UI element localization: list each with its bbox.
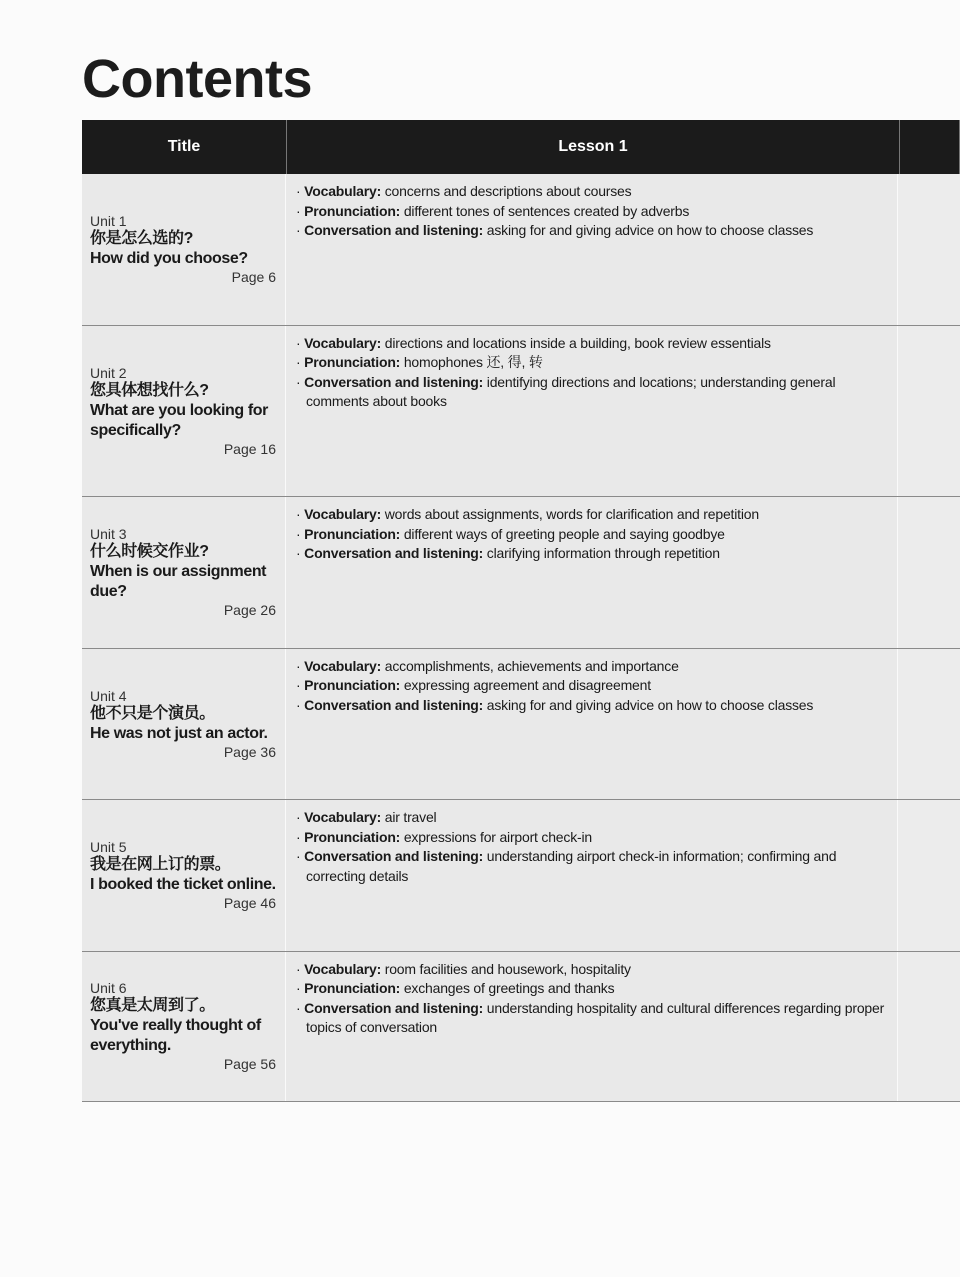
unit-title-cell (82, 174, 286, 325)
item-label: Conversation and listening: (304, 545, 484, 562)
lesson-item: · Pronunciation: different ways of greeting people and saying goodbye (296, 525, 725, 542)
unit-number: Unit 2 (90, 364, 127, 381)
item-text: identifying directions and locations; understanding general comments about books (306, 373, 836, 410)
page-title: Contents (82, 49, 312, 109)
unit-title-english: You've really thought of everything. (90, 1017, 261, 1055)
unit-title-cell (82, 800, 286, 951)
item-text: different tones of sentences created by adverbs (400, 202, 690, 219)
item-text: clarifying information through repetition (483, 545, 720, 562)
item-label: Conversation and listening: (304, 999, 484, 1016)
unit-number: Unit 4 (90, 687, 127, 704)
item-text: directions and locations inside a building, book review essentials (381, 334, 771, 351)
unit-title-english: How did you choose? (90, 250, 248, 268)
unit-number: Unit 1 (90, 213, 127, 230)
item-label: Vocabulary: (304, 809, 382, 825)
unit-page: Page 36 (223, 743, 276, 760)
table-header (82, 120, 960, 174)
lesson-cell (286, 649, 898, 800)
item-text: asking for and giving advice on how to choose classes (483, 222, 814, 239)
lesson-item: · Conversation and listening: clarifying information through repetition (296, 545, 720, 562)
lesson-item: · Pronunciation: exchanges of greetings and thanks (296, 980, 615, 997)
table-row (82, 952, 960, 1103)
item-text: words about assignments, words for clarification and repetition (381, 506, 759, 522)
table-row (82, 649, 960, 801)
unit-title-english: When is our assignment due? (90, 563, 267, 601)
extra-cell (898, 952, 960, 1102)
item-text: exchanges of greetings and thanks (400, 980, 615, 997)
lesson-item: · Vocabulary: concerns and descriptions about courses (296, 183, 632, 199)
header-title: Title (82, 120, 287, 174)
extra-cell (898, 497, 960, 648)
unit-title-cell (82, 497, 286, 648)
lesson-item: · Conversation and listening: identifying directions and locations; understanding general comments about books (296, 373, 836, 410)
item-text: asking for and giving advice on how to choose classes (483, 696, 814, 713)
lesson-item: · Conversation and listening: asking for and giving advice on how to choose classes (296, 696, 814, 713)
extra-cell (898, 326, 960, 497)
item-label: Pronunciation: (304, 980, 401, 997)
item-text: concerns and descriptions about courses (381, 183, 632, 199)
lesson-item: · Pronunciation: expressions for airport check-in (296, 828, 592, 845)
item-text: homophones 还, 得, 转 (400, 354, 543, 371)
item-label: Pronunciation: (304, 828, 401, 845)
unit-title-chinese: 我是在网上订的票。 (90, 856, 231, 874)
item-text: air travel (381, 809, 437, 825)
table-row (82, 174, 960, 326)
lesson-item: · Vocabulary: air travel (296, 809, 437, 825)
header-lesson-1: Lesson 1 (287, 120, 900, 174)
item-label: Vocabulary: (304, 960, 382, 977)
item-text: different ways of greeting people and saying goodbye (400, 525, 725, 542)
contents-table (82, 120, 960, 1102)
item-label: Conversation and listening: (304, 848, 484, 865)
lesson-item: · Vocabulary: room facilities and housework, hospitality (296, 960, 631, 977)
unit-page: Page 16 (223, 440, 276, 457)
item-label: Conversation and listening: (304, 373, 484, 390)
unit-title-chinese: 您具体想找什么? (90, 381, 209, 399)
item-label: Pronunciation: (304, 354, 401, 371)
lesson-item: · Pronunciation: homophones 还, 得, 转 (296, 354, 543, 371)
lesson-cell (286, 800, 898, 951)
unit-title-english: He was not just an actor. (90, 724, 268, 742)
lesson-cell (286, 326, 898, 497)
item-label: Pronunciation: (304, 677, 401, 694)
unit-title-chinese: 他不只是个演员。 (90, 704, 215, 722)
lesson-item: · Vocabulary: words about assignments, words for clarification and repetition (296, 506, 759, 522)
item-text: understanding airport check-in information; confirming and correcting details (306, 848, 837, 884)
lesson-item: · Vocabulary: directions and locations inside a building, book review essentials (296, 334, 771, 351)
extra-cell (898, 174, 960, 325)
item-text: expressing agreement and disagreement (400, 677, 651, 694)
item-label: Pronunciation: (304, 202, 401, 219)
lesson-item: · Vocabulary: accomplishments, achievements and importance (296, 657, 679, 674)
item-label: Vocabulary: (304, 183, 382, 199)
lesson-item: · Conversation and listening: understanding airport check-in information; confirming and correcting details (296, 848, 837, 884)
extra-cell (898, 649, 960, 800)
unit-page: Page 56 (223, 1056, 276, 1073)
unit-title-english: I booked the ticket online. (90, 876, 276, 894)
lesson-item: · Pronunciation: expressing agreement and disagreement (296, 677, 651, 694)
item-text: room facilities and housework, hospitality (381, 960, 631, 977)
table-row (82, 800, 960, 952)
extra-cell (898, 800, 960, 951)
lesson-item: · Pronunciation: different tones of sentences created by adverbs (296, 202, 690, 219)
item-label: Vocabulary: (304, 506, 382, 522)
unit-page: Page 26 (223, 602, 276, 619)
unit-title-english: What are you looking for specifically? (90, 401, 268, 439)
table-row (82, 497, 960, 649)
unit-title-chinese: 什么时候交作业? (90, 543, 209, 561)
unit-page: Page 46 (223, 895, 276, 912)
table-row (82, 326, 960, 498)
unit-title-cell (82, 952, 286, 1102)
item-label: Pronunciation: (304, 525, 401, 542)
item-label: Vocabulary: (304, 657, 382, 674)
unit-number: Unit 6 (90, 980, 127, 997)
item-label: Conversation and listening: (304, 222, 484, 239)
lesson-cell (286, 497, 898, 648)
unit-title-chinese: 你是怎么选的? (90, 230, 193, 248)
item-label: Conversation and listening: (304, 696, 484, 713)
unit-number: Unit 5 (90, 839, 127, 856)
unit-title-chinese: 您真是太周到了。 (90, 997, 215, 1015)
item-text: accomplishments, achievements and importance (381, 657, 679, 674)
unit-page: Page 6 (231, 269, 276, 286)
unit-number: Unit 3 (90, 526, 127, 543)
lesson-cell (286, 952, 898, 1102)
item-label: Vocabulary: (304, 334, 382, 351)
lesson-cell (286, 174, 898, 325)
lesson-item: · Conversation and listening: asking for and giving advice on how to choose classes (296, 222, 814, 239)
item-text: understanding hospitality and cultural differences regarding proper topics of conversation (306, 999, 885, 1036)
unit-title-cell (82, 649, 286, 800)
unit-title-cell (82, 326, 286, 497)
header-extra (900, 120, 960, 174)
lesson-item: · Conversation and listening: understanding hospitality and cultural differences regarding proper topics of conversation (296, 999, 885, 1036)
item-text: expressions for airport check-in (400, 828, 592, 845)
